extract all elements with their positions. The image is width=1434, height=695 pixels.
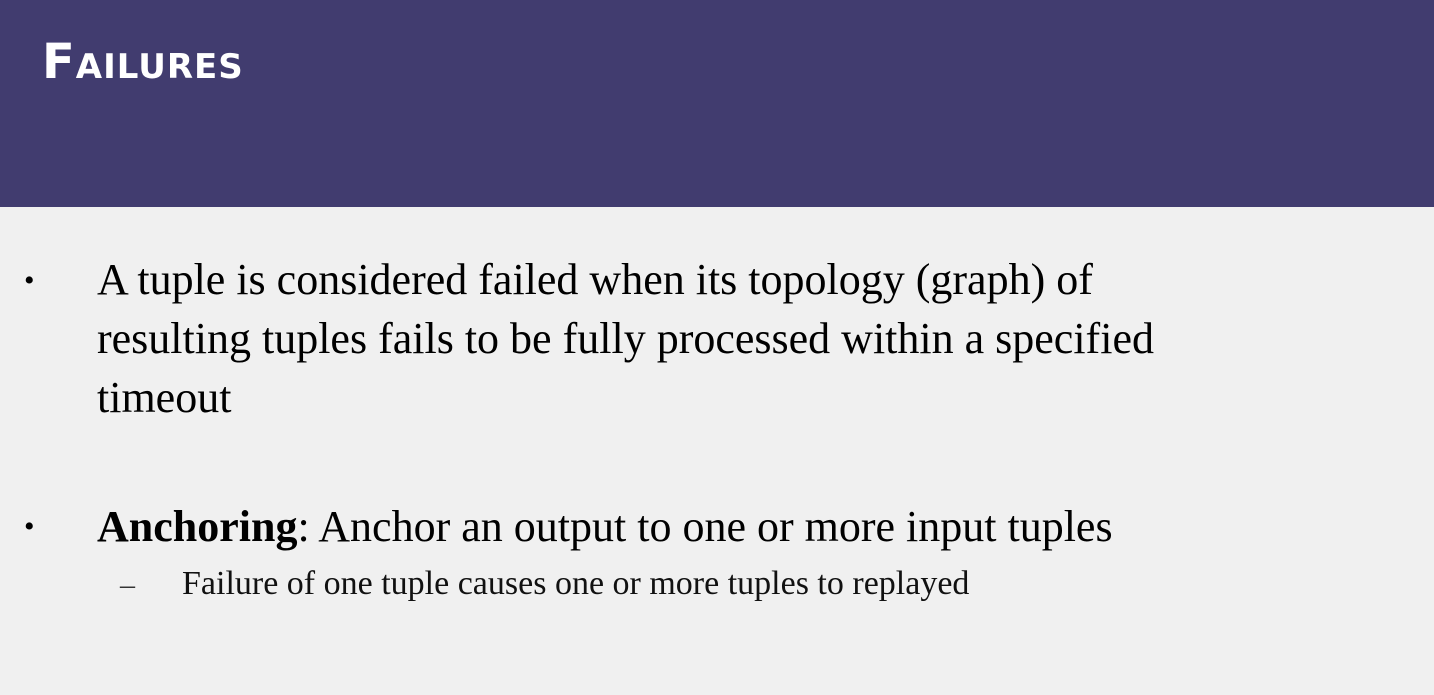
bullet-1-line-1: A tuple is considered failed when its topology (graph) of — [97, 255, 1093, 304]
bullet-1-line-2: resulting tuples fails to be fully processed within a specified — [97, 314, 1154, 363]
bullet-icon: • — [24, 510, 35, 543]
bullet-icon: • — [24, 264, 35, 297]
bullet-2-text: : Anchor an output to one or more input tuples — [297, 502, 1113, 551]
sub-bullet-icon: – — [120, 568, 135, 601]
bullet-2 — [97, 497, 1113, 556]
slide-title: Failures — [42, 34, 244, 90]
slide-header — [0, 0, 1434, 207]
bullet-2-term: Anchoring — [97, 502, 298, 551]
sub-bullet-1: Failure of one tuple causes one or more tuples to replayed — [182, 565, 970, 602]
bullet-1-line-3: timeout — [97, 373, 232, 422]
